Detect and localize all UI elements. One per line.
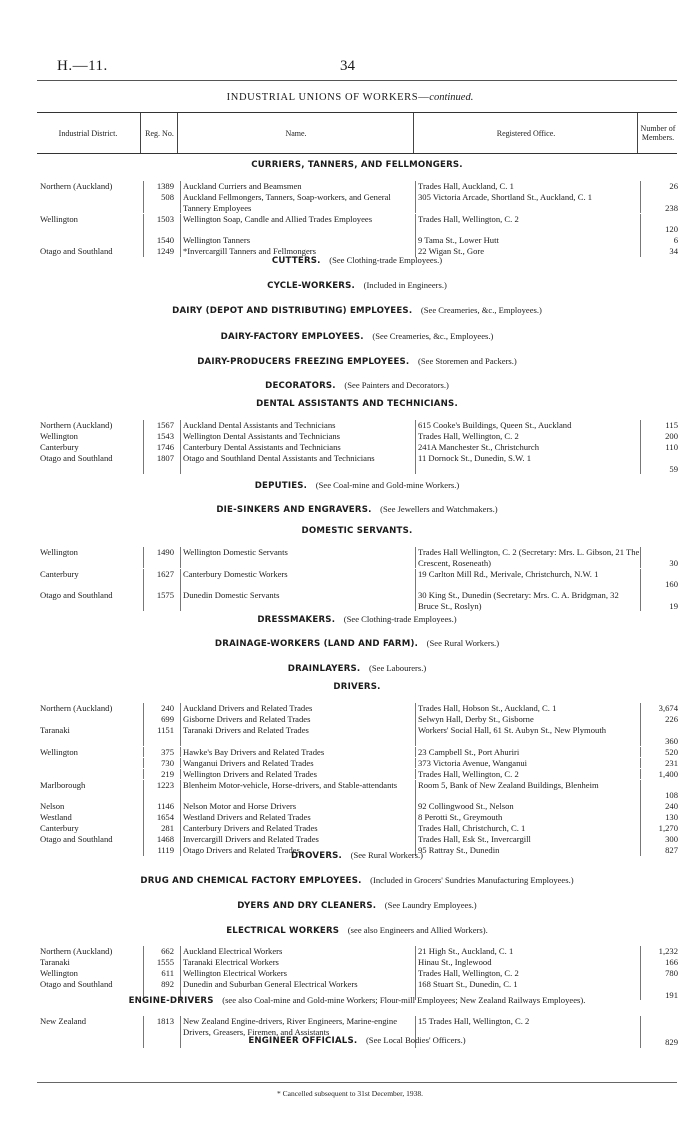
- registered-office-cell: 92 Collingwood St., Nelson: [415, 801, 640, 812]
- section-heading: [37, 614, 677, 625]
- section-heading: [37, 875, 677, 886]
- union-name-cell: Auckland Dental Assistants and Technicians: [180, 420, 411, 431]
- reg-number-cell: 611: [143, 968, 177, 979]
- reg-number-cell: 1813: [143, 1016, 177, 1048]
- reg-number-cell: 730: [143, 758, 177, 769]
- section-title: DOMESTIC SERVANTS.: [301, 526, 413, 536]
- section-note: (See Storemen and Packers.): [409, 356, 517, 366]
- district-cell: Wellington: [40, 547, 78, 557]
- reg-number-cell: 1807: [143, 453, 177, 474]
- reg-number-cell: 1746: [143, 442, 177, 453]
- reg-number-cell: 375: [143, 747, 177, 758]
- union-name-cell: Otago and Southland Dental Assistants and Technicians: [180, 453, 411, 474]
- section-title: DIE-SINKERS AND ENGRAVERS.: [216, 505, 372, 515]
- section-note: (See Coal-mine and Gold-mine Workers.): [307, 480, 460, 490]
- union-name-cell: Auckland Fellmongers, Tanners, Soap-workers, and General Tannery Employees: [180, 192, 411, 213]
- section-title: DECORATORS.: [265, 381, 336, 391]
- section-heading: [37, 305, 677, 316]
- reg-number-cell: 1119: [143, 845, 177, 856]
- table-header: [37, 112, 677, 154]
- section-title: DEPUTIES.: [254, 481, 308, 491]
- members-cell: 1,270: [640, 823, 678, 834]
- district-cell: Northern (Auckland): [40, 946, 113, 956]
- union-name-cell: Taranaki Drivers and Related Trades: [180, 725, 411, 746]
- district-cell: Westland: [40, 812, 72, 823]
- section-note: (See Creameries, &c., Employees.): [363, 331, 494, 341]
- union-name-cell: Gisborne Drivers and Related Trades: [180, 714, 411, 725]
- section-title: DAIRY-PRODUCERS FREEZING EMPLOYEES.: [197, 357, 410, 367]
- header-rule: [37, 80, 677, 81]
- section-note: (Included in Engineers.): [354, 280, 447, 290]
- section-note: (See Creameries, &c., Employees.): [412, 305, 542, 315]
- registered-office-cell: Trades Hall, Wellington, C. 2: [415, 769, 640, 780]
- table-row: [0, 957, 700, 968]
- registered-office-cell: 30 King St., Dunedin (Secretary: Mrs. C. A. Bridgman, 32 Bruce St., Roslyn): [415, 590, 640, 611]
- registered-office-cell: Workers' Social Hall, 61 St. Aubyn St., New Plymouth: [415, 725, 640, 746]
- district-cell: Nelson: [40, 801, 65, 812]
- section-heading: [37, 380, 677, 391]
- section-title: DRAINAGE-WORKERS (LAND AND FARM).: [214, 639, 419, 649]
- district-cell: Taranaki: [40, 725, 70, 735]
- table-row: [0, 946, 700, 957]
- members-cell: 166: [640, 957, 678, 968]
- section-heading: [37, 331, 677, 342]
- section-title: ELECTRICAL WORKERS: [226, 926, 340, 936]
- members-cell: 240: [640, 801, 678, 812]
- reg-number-cell: 1503: [143, 214, 177, 235]
- registered-office-cell: Trades Hall, Auckland, C. 1: [415, 181, 640, 192]
- district-cell: Northern (Auckland): [40, 181, 113, 191]
- section-note: (See Jewellers and Watchmakers.): [371, 504, 498, 514]
- table-row: [0, 725, 700, 746]
- registered-office-cell: Trades Hall, Wellington, C. 2: [415, 968, 640, 979]
- section-note: (See Local Bodies' Officers.): [357, 1035, 466, 1045]
- district-cell: Canterbury: [40, 568, 79, 579]
- page-number: 34: [340, 58, 355, 74]
- section-title: CUTTERS.: [271, 256, 321, 266]
- district-cell: [40, 769, 140, 780]
- section-heading: [37, 399, 677, 409]
- union-name-cell: Wellington Dental Assistants and Technicians: [180, 431, 411, 442]
- section-heading: [37, 682, 677, 692]
- members-cell: 827: [640, 845, 678, 856]
- registered-office-cell: 11 Dornock St., Dunedin, S.W. 1: [415, 453, 640, 474]
- running-title-continued: continued.: [429, 92, 474, 103]
- running-title: [0, 92, 700, 103]
- district-cell: Northern (Auckland): [40, 703, 113, 713]
- members-cell: 226: [640, 714, 678, 725]
- section-note: (Included in Grocers' Sundries Manufacturing Employees.): [361, 875, 574, 885]
- section-note: (See Rural Workers.): [342, 850, 424, 860]
- section-note: (See Clothing-trade Employees.): [320, 255, 443, 265]
- section-heading: [37, 255, 677, 266]
- district-cell: Wellington: [40, 431, 78, 441]
- column-header-office: Registered Office.: [413, 113, 638, 153]
- table-row: [0, 442, 700, 453]
- table-row: [0, 801, 700, 812]
- column-header-name: Name.: [177, 113, 414, 153]
- section-title: DAIRY-FACTORY EMPLOYEES.: [220, 332, 364, 342]
- registered-office-cell: 9 Tama St., Lower Hutt: [415, 235, 640, 246]
- members-cell: 19: [640, 590, 678, 611]
- registered-office-cell: 615 Cooke's Buildings, Queen St., Auckland: [415, 420, 640, 431]
- section-title: DRAINLAYERS.: [287, 664, 361, 674]
- district-cell: Otago and Southland: [40, 246, 113, 257]
- reg-number-cell: 219: [143, 769, 177, 780]
- section-heading: [37, 995, 677, 1006]
- column-header-district: Industrial District.: [58, 128, 118, 138]
- union-name-cell: Westland Drivers and Related Trades: [180, 812, 411, 823]
- district-cell: [40, 714, 140, 725]
- union-name-cell: Auckland Drivers and Related Trades: [180, 703, 411, 714]
- section-note: (See Rural Workers.): [418, 638, 500, 648]
- members-cell: 520: [640, 747, 678, 758]
- members-cell: 1,232: [640, 946, 678, 957]
- union-name-cell: Blenheim Motor-vehicle, Horse-drivers, and Stable-attendants: [180, 780, 411, 801]
- section-title: DYERS AND DRY CLEANERS.: [237, 901, 377, 911]
- members-cell: 34: [640, 246, 678, 257]
- registered-office-cell: Trades Hall, Wellington, C. 2: [415, 431, 640, 442]
- reg-number-cell: 1389: [143, 181, 177, 192]
- column-header-members: Number of Members.: [637, 113, 678, 153]
- table-row: [0, 235, 700, 246]
- members-cell: 200: [640, 431, 678, 442]
- district-cell: Canterbury: [40, 823, 79, 834]
- union-name-cell: Invercargill Drivers and Related Trades: [180, 834, 411, 845]
- reg-number-cell: 1468: [143, 834, 177, 845]
- union-name-cell: Otago Drivers and Related Trades: [180, 845, 411, 856]
- table-row: [0, 547, 700, 568]
- district-cell: Taranaki: [40, 957, 70, 967]
- reg-number-cell: 1151: [143, 725, 177, 746]
- union-name-cell: Wellington Domestic Servants: [180, 547, 411, 568]
- table-row: [0, 780, 700, 801]
- table-row: [0, 758, 700, 769]
- section-heading: [37, 356, 677, 367]
- footnote: * Cancelled subsequent to 31st December, 1938.: [277, 1089, 423, 1098]
- section-title: DAIRY (DEPOT AND DISTRIBUTING) EMPLOYEES.: [172, 306, 413, 316]
- union-name-cell: Taranaki Electrical Workers: [180, 957, 411, 968]
- table-row: [0, 823, 700, 834]
- district-cell: [40, 192, 140, 213]
- district-cell: Wellington: [40, 213, 78, 224]
- union-name-cell: Dunedin and Suburban General Electrical Workers: [180, 979, 411, 1000]
- registered-office-cell: 95 Rattray St., Dunedin: [415, 845, 640, 856]
- table-row: [0, 714, 700, 725]
- registered-office-cell: Trades Hall, Hobson St., Auckland, C. 1: [415, 703, 640, 714]
- registered-office-cell: 8 Perotti St., Greymouth: [415, 812, 640, 823]
- district-cell: [40, 235, 140, 246]
- section-heading: [37, 280, 677, 291]
- table-row: [0, 812, 700, 823]
- section-title: DRIVERS.: [333, 682, 381, 692]
- members-cell: 238: [640, 192, 678, 213]
- registered-office-cell: 168 Stuart St., Dunedin, C. 1: [415, 979, 640, 1000]
- members-cell: 115: [640, 420, 678, 431]
- registered-office-cell: 22 Wigan St., Gore: [415, 246, 640, 257]
- reg-number-cell: 281: [143, 823, 177, 834]
- reg-number-cell: 892: [143, 979, 177, 1000]
- district-cell: Northern (Auckland): [40, 420, 113, 430]
- section-heading: [37, 160, 677, 170]
- section-heading: [37, 663, 677, 674]
- registered-office-cell: 23 Campbell St., Port Ahuriri: [415, 747, 640, 758]
- registered-office-cell: Room 5, Bank of New Zealand Buildings, Blenheim: [415, 780, 640, 801]
- table-row: [0, 703, 700, 714]
- members-cell: 26: [640, 181, 678, 192]
- district-cell: Marlborough: [40, 779, 86, 790]
- union-name-cell: Wellington Tanners: [180, 235, 411, 246]
- district-cell: New Zealand: [40, 1016, 87, 1026]
- document-code: H.—11.: [57, 58, 108, 74]
- registered-office-cell: 305 Victoria Arcade, Shortland St., Auckland, C. 1: [415, 192, 640, 213]
- members-cell: 110: [640, 442, 678, 453]
- running-title-text: INDUSTRIAL UNIONS OF WORKERS—: [226, 92, 430, 103]
- section-note: (see also Coal-mine and Gold-mine Workers; Flour-mill Employees; New Zealand Railways Employees).: [213, 995, 586, 1005]
- section-title: DROVERS.: [290, 851, 342, 861]
- union-name-cell: *Invercargill Tanners and Fellmongers: [180, 246, 411, 257]
- table-row: [0, 769, 700, 780]
- union-name-cell: Canterbury Drivers and Related Trades: [180, 823, 411, 834]
- table-row: [0, 590, 700, 611]
- section-heading: [37, 1035, 677, 1046]
- registered-office-cell: Trades Hall, Esk St., Invercargill: [415, 834, 640, 845]
- section-title: DRESSMAKERS.: [257, 615, 336, 625]
- union-name-cell: Wellington Drivers and Related Trades: [180, 769, 411, 780]
- union-name-cell: Canterbury Dental Assistants and Technicians: [180, 442, 411, 453]
- members-cell: 160: [640, 569, 678, 590]
- members-cell: 300: [640, 834, 678, 845]
- section-note: (See Painters and Decorators.): [335, 380, 449, 390]
- district-cell: Canterbury: [40, 442, 79, 452]
- registered-office-cell: Trades Hall Wellington, C. 2 (Secretary: Mrs. L. Gibson, 21 The Crescent, Roseneath): [415, 547, 640, 568]
- district-cell: Otago and Southland: [40, 834, 113, 845]
- members-cell: 30: [640, 547, 678, 568]
- reg-number-cell: 662: [143, 946, 177, 957]
- members-cell: 780: [640, 968, 678, 979]
- reg-number-cell: 1490: [143, 547, 177, 568]
- reg-number-cell: 1627: [143, 569, 177, 590]
- section-note: (See Labourers.): [360, 663, 427, 673]
- union-name-cell: Canterbury Domestic Workers: [180, 569, 411, 590]
- members-cell: 1,400: [640, 769, 678, 780]
- district-cell: Wellington: [40, 968, 78, 978]
- district-cell: Wellington: [40, 746, 78, 757]
- union-name-cell: Hawke's Bay Drivers and Related Trades: [180, 747, 411, 758]
- union-name-cell: Wellington Electrical Workers: [180, 968, 411, 979]
- reg-number-cell: 1654: [143, 812, 177, 823]
- members-cell: 59: [640, 453, 678, 474]
- union-name-cell: New Zealand Engine-drivers, River Engineers, Marine-engine Drivers, Greasers, Firemen, and Assistants: [180, 1016, 411, 1048]
- members-cell: 360: [640, 725, 678, 746]
- reg-number-cell: 1575: [143, 590, 177, 611]
- section-heading: [37, 900, 677, 911]
- union-name-cell: Wanganui Drivers and Related Trades: [180, 758, 411, 769]
- section-note: (See Laundry Employees.): [376, 900, 477, 910]
- registered-office-cell: 15 Trades Hall, Wellington, C. 2: [415, 1016, 640, 1048]
- district-cell: Otago and Southland: [40, 590, 113, 601]
- table-row: [0, 747, 700, 758]
- reg-number-cell: 699: [143, 714, 177, 725]
- members-cell: 108: [640, 780, 678, 801]
- table-row: [0, 181, 700, 192]
- union-name-cell: Nelson Motor and Horse Drivers: [180, 801, 411, 812]
- members-cell: 3,674: [640, 703, 678, 714]
- registered-office-cell: 21 High St., Auckland, C. 1: [415, 946, 640, 957]
- section-title: CYCLE-WORKERS.: [267, 281, 355, 291]
- section-title: ENGINEER OFFICIALS.: [248, 1036, 358, 1046]
- registered-office-cell: Trades Hall, Christchurch, C. 1: [415, 823, 640, 834]
- section-heading: [37, 925, 677, 936]
- reg-number-cell: 1146: [143, 801, 177, 812]
- section-title: CURRIERS, TANNERS, AND FELLMONGERS.: [251, 160, 463, 170]
- reg-number-cell: 1555: [143, 957, 177, 968]
- table-row: [0, 192, 700, 213]
- members-cell: 130: [640, 812, 678, 823]
- registered-office-cell: Trades Hall, Wellington, C. 2: [415, 214, 640, 235]
- reg-number-cell: 1249: [143, 246, 177, 257]
- section-title: ENGINE-DRIVERS: [128, 996, 214, 1006]
- section-note: (See Clothing-trade Employees.): [335, 614, 457, 624]
- district-cell: Otago and Southland: [40, 453, 113, 463]
- members-cell: 231: [640, 758, 678, 769]
- union-name-cell: Dunedin Domestic Servants: [180, 590, 411, 611]
- registered-office-cell: Hinau St., Inglewood: [415, 957, 640, 968]
- reg-number-cell: 508: [143, 192, 177, 213]
- reg-number-cell: 1223: [143, 780, 177, 801]
- footer-rule: [37, 1082, 677, 1083]
- registered-office-cell: Selwyn Hall, Derby St., Gisborne: [415, 714, 640, 725]
- table-row: [0, 431, 700, 442]
- reg-number-cell: 240: [143, 703, 177, 714]
- members-cell: 6: [640, 235, 678, 246]
- district-cell: Otago and Southland: [40, 979, 113, 989]
- section-heading: [37, 850, 677, 861]
- members-cell: 829: [640, 1016, 678, 1048]
- district-cell: [40, 758, 140, 769]
- union-name-cell: Wellington Soap, Candle and Allied Trades Employees: [180, 214, 411, 235]
- reg-number-cell: 1543: [143, 431, 177, 442]
- registered-office-cell: 241A Manchester St., Christchurch: [415, 442, 640, 453]
- reg-number-cell: 1567: [143, 420, 177, 431]
- section-heading: [37, 504, 677, 515]
- table-row: [0, 569, 700, 590]
- section-heading: [37, 638, 677, 649]
- column-header-reg: Reg. No.: [140, 113, 178, 153]
- table-row: [0, 420, 700, 431]
- union-name-cell: Auckland Curriers and Beamsmen: [180, 181, 411, 192]
- registered-office-cell: 19 Carlton Mill Rd., Merivale, Christchurch, N.W. 1: [415, 569, 640, 590]
- table-row: [0, 968, 700, 979]
- table-row: [0, 834, 700, 845]
- table-row: [0, 453, 700, 474]
- table-row: [0, 214, 700, 235]
- union-name-cell: Auckland Electrical Workers: [180, 946, 411, 957]
- section-title: DRUG AND CHEMICAL FACTORY EMPLOYEES.: [140, 876, 362, 886]
- members-cell: 191: [640, 979, 678, 1000]
- registered-office-cell: 373 Victoria Avenue, Wanganui: [415, 758, 640, 769]
- section-title: DENTAL ASSISTANTS AND TECHNICIANS.: [256, 399, 458, 409]
- section-heading: [37, 480, 677, 491]
- reg-number-cell: 1540: [143, 235, 177, 246]
- members-cell: 120: [640, 214, 678, 235]
- section-heading: [37, 526, 677, 536]
- section-note: (see also Engineers and Allied Workers).: [339, 925, 488, 935]
